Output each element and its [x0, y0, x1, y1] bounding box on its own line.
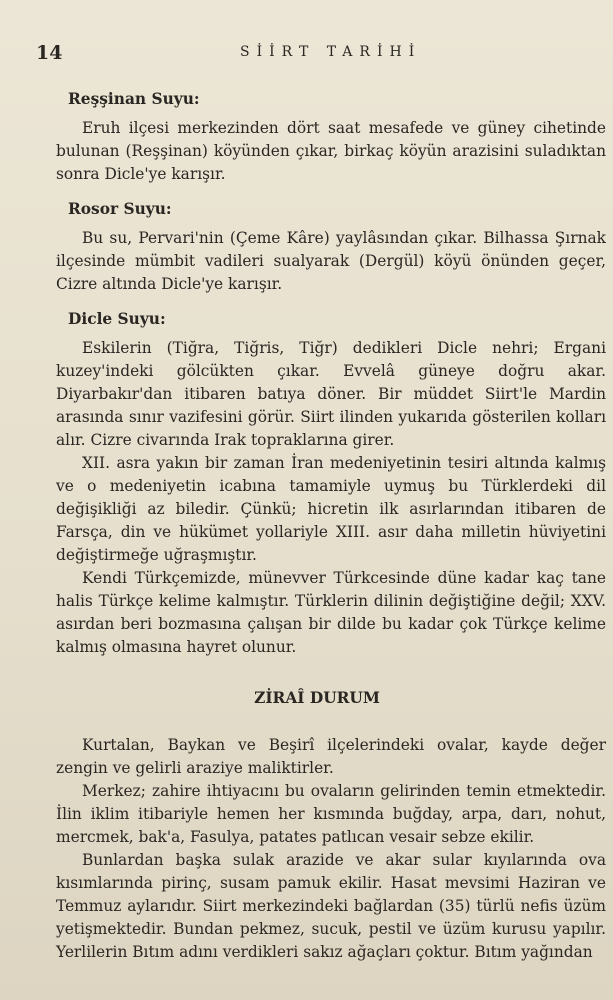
- section-title-zirai-durum: ZİRAÎ DURUM: [254, 689, 380, 707]
- page-body: [56, 88, 606, 964]
- paragraph: XII. asra yakın bir zaman İran medeniyetinin tesiri altında kalmış ve o medeniyetin icabına tamamiyle uymuş bu Türklerdeki dil değişikliği az biledir. Çünkü; hicretin ilk asırlarından itibaren de Farsça, din ve hükümet yollariyle XIII. asır daha milletin hüviyetini değiştirmeğe uğraşmıştır.: [56, 454, 606, 564]
- paragraph: Bu su, Pervari'nin (Çeme Kâre) yaylâsından çıkar. Bilhassa Şırnak ilçesinde mümbit vadileri sualyarak (Dergül) köyü önünden geçer, Cizre altında Dicle'ye karışır.: [56, 229, 606, 293]
- paragraph: Kurtalan, Baykan ve Beşirî ilçelerindeki ovalar, kayde değer zengin ve gelirli araziye maliktirler.: [56, 736, 606, 777]
- paragraph: Bunlardan başka sulak arazide ve akar sular kıyılarında ova kısımlarında pirinç, susam pamuk ekilir. Hasat mevsimi Haziran ve Temmuz aylarıdır. Siirt merkezindeki bağlardan (35) türlü nefis üzüm yetişmektedir. Bundan pekmez, sucuk, pestil ve üzüm kurusu yapılır. Yerlilerin Bıtım adını verdikleri sakız ağaçları çoktur. Bıtım yağından: [56, 851, 606, 961]
- section-heading-ressinan: Reşşinan Suyu:: [68, 90, 200, 108]
- paragraph: Merkez; zahire ihtiyacını bu ovaların gelirinden temin etmektedir. İlin iklim itibariyle hemen her kısmında buğday, arpa, darı, nohut, mercmek, bak'a, Fasulya, patates patlıcan vesair sebze ekilir.: [56, 782, 606, 846]
- section-heading-dicle: Dicle Suyu:: [68, 310, 166, 328]
- page-number: 14: [36, 42, 63, 64]
- page-header: [0, 38, 613, 68]
- paragraph: Eskilerin (Tiğra, Tiğris, Tiğr) dedikleri Dicle nehri; Ergani kuzey'indeki gölcükten çıkar. Evvelâ güneye doğru akar. Diyarbakır'dan itibaren batıya döner. Bir müddet Siirt'le Mardin arasında sınır vazifesini görür. Siirt ilinden yukarıda gösterilen kolları alır. Cizre civarında Irak topraklarına girer.: [56, 339, 606, 449]
- paragraph: Eruh ilçesi merkezinden dört saat mesafede ve güney cihetinde bulunan (Reşşinan) köyünden çıkar, birkaç köyün arazisini suladıktan sonra Dicle'ye karışır.: [56, 119, 606, 183]
- paragraph: Kendi Türkçemizde, münevver Türkcesinde düne kadar kaç tane halis Türkçe kelime kalmıştır. Türklerin dilinin değiştiğine değil; XXV. asırdan beri bozmasına çalışan bir dilde bu kadar çok Türkçe kelime kalmış olmasına hayret olunur.: [56, 569, 606, 656]
- running-title: SİİRT TARİHİ: [240, 44, 422, 60]
- section-heading-rosor: Rosor Suyu:: [68, 200, 172, 218]
